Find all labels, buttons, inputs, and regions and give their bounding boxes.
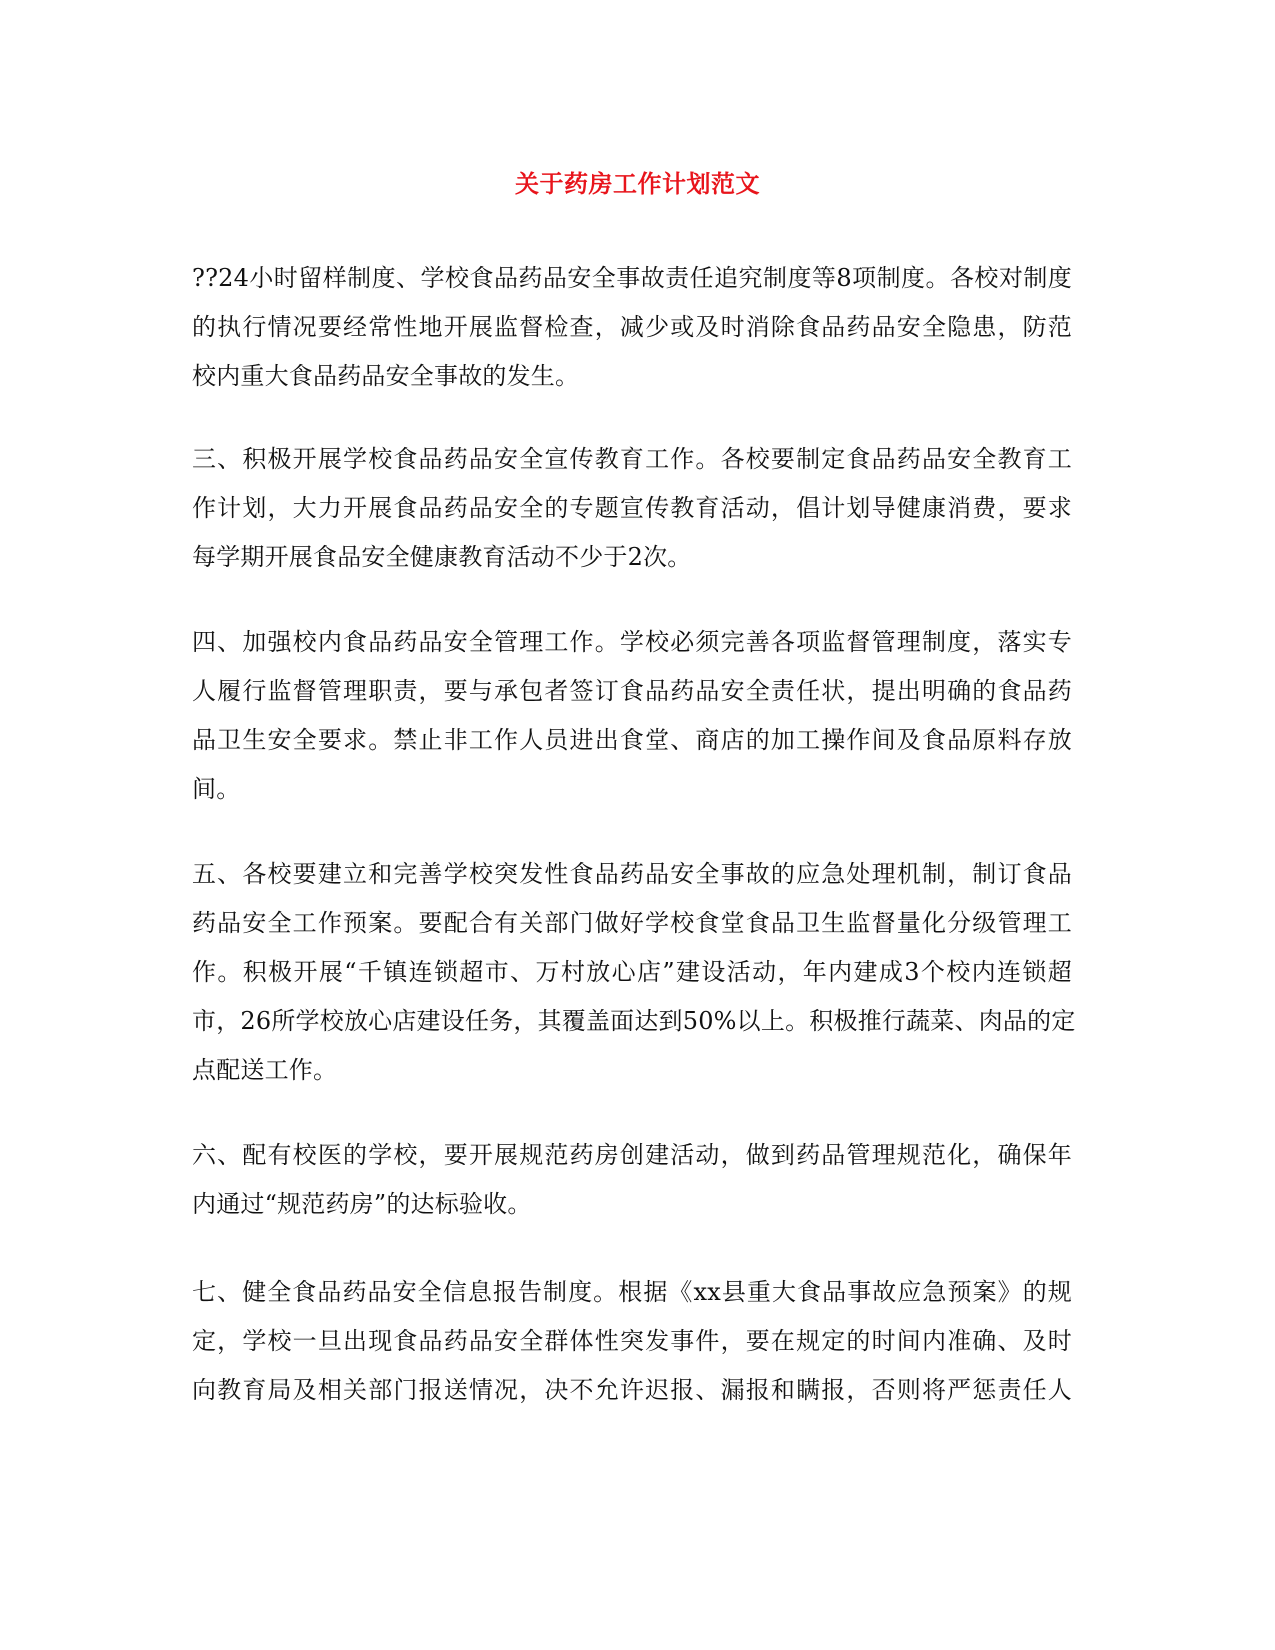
paragraph-line: 三、积极开展学校食品药品安全宣传教育工作。各校要制定食品药品安全教育工 bbox=[192, 445, 1072, 473]
paragraph-line: 内通过“规范药房”的达标验收。 bbox=[192, 1190, 532, 1218]
paragraph-line: 作。积极开展“千镇连锁超市、万村放心店”建设活动，年内建成3个校内连锁超 bbox=[192, 958, 1072, 986]
paragraph-3 bbox=[192, 618, 1072, 814]
document-title: 关于药房工作计划范文 bbox=[515, 169, 760, 198]
paragraph-line: 定，学校一旦出现食品药品安全群体性突发事件，要在规定的时间内准确、及时 bbox=[192, 1327, 1072, 1355]
paragraph-line: 市，26所学校放心店建设任务，其覆盖面达到50%以上。积极推行蔬菜、肉品的定 bbox=[192, 1007, 1076, 1035]
paragraph-line: 的执行情况要经常性地开展监督检查，减少或及时消除食品药品安全隐患，防范 bbox=[192, 313, 1072, 341]
paragraph-line: 向教育局及相关部门报送情况，决不允许迟报、漏报和瞒报，否则将严惩责任人 bbox=[192, 1376, 1072, 1404]
paragraph-line: 七、健全食品药品安全信息报告制度。根据《xx县重大食品事故应急预案》的规 bbox=[192, 1278, 1072, 1306]
paragraph-line: 六、配有校医的学校，要开展规范药房创建活动，做到药品管理规范化，确保年 bbox=[192, 1141, 1072, 1169]
paragraph-line: 五、各校要建立和完善学校突发性食品药品安全事故的应急处理机制，制订食品 bbox=[192, 860, 1072, 888]
paragraph-6 bbox=[192, 1268, 1072, 1415]
paragraph-line: 间。 bbox=[192, 775, 241, 803]
paragraph-line: 每学期开展食品安全健康教育活动不少于2次。 bbox=[192, 543, 692, 571]
paragraph-5 bbox=[192, 1131, 1072, 1229]
paragraph-line: 点配送工作。 bbox=[192, 1056, 338, 1084]
paragraph-line: 作计划，大力开展食品药品安全的专题宣传教育活动，倡计划导健康消费，要求 bbox=[192, 494, 1072, 522]
paragraph-4 bbox=[192, 850, 1076, 1095]
paragraph-line: 人履行监督管理职责，要与承包者签订食品药品安全责任状，提出明确的食品药 bbox=[192, 677, 1072, 705]
paragraph-line: 校内重大食品药品安全事故的发生。 bbox=[192, 362, 580, 390]
paragraph-line: ??24小时留样制度、学校食品药品安全事故责任追究制度等8项制度。各校对制度 bbox=[192, 264, 1072, 292]
paragraph-line: 药品安全工作预案。要配合有关部门做好学校食堂食品卫生监督量化分级管理工 bbox=[192, 909, 1072, 937]
paragraph-line: 四、加强校内食品药品安全管理工作。学校必须完善各项监督管理制度，落实专 bbox=[192, 628, 1072, 656]
paragraph-2 bbox=[192, 435, 1072, 582]
paragraph-line: 品卫生安全要求。禁止非工作人员进出食堂、商店的加工操作间及食品原料存放 bbox=[192, 726, 1072, 754]
paragraph-1 bbox=[192, 254, 1072, 401]
